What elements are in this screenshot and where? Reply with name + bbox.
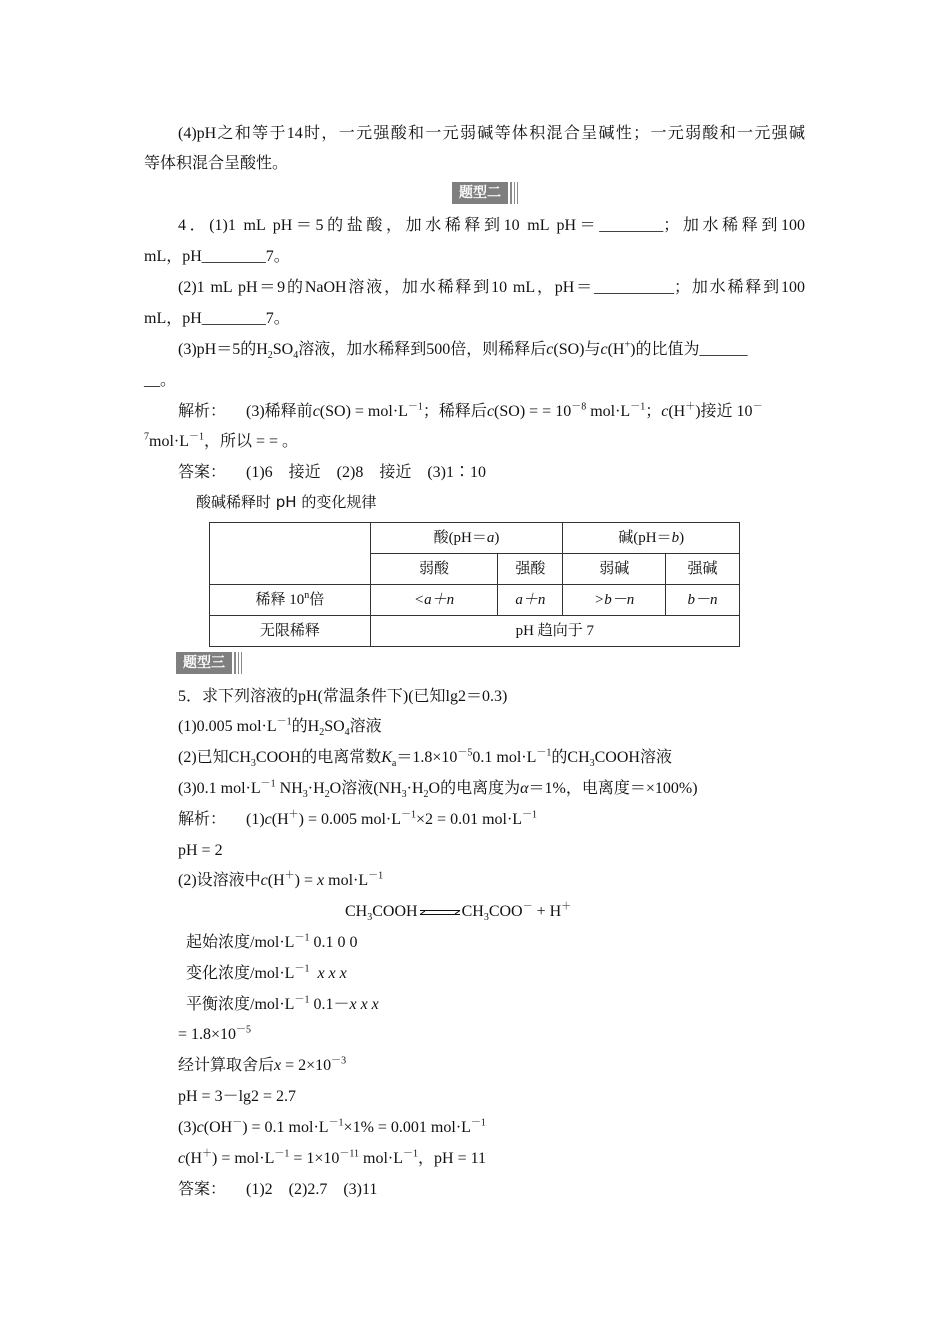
initial-concentration-row: 起始浓度$/mol\cdot L^{-1}$ 0.1 0 0 — [186, 932, 358, 951]
table-row-label: 稀释 10$^n$倍 — [210, 585, 371, 616]
q4-line-5: (3)pH＝5的$H_2SO_4$溶液，加水稀释到500倍，则稀释后c(SO)与c(H+)的比值为______ — [178, 339, 748, 362]
q5-line-1: 5．求下列溶液的pH(常温条件下)(已知lg2＝0.3) — [178, 688, 508, 705]
q5-line-4: (3)0.1 $mol\cdot L^{-1}$ $NH_3\cdot H_2O$溶液($NH_3\cdot H_2O$的电离度为α＝1%，电离度＝×100%) — [178, 778, 698, 801]
table-cell: >b－n — [563, 585, 666, 616]
table-header-base: 碱(pH＝b) — [563, 523, 740, 554]
hydroxide-line: (3)c(OH－) = 0.1 $mol\cdot L^{-1}\times 1\% = 0.001$ $mol\cdot L^{-1}$ — [178, 1117, 486, 1136]
table-cell: <a＋n — [370, 585, 498, 616]
section-badge-3 — [176, 652, 242, 674]
answer-label: 答案： — [178, 1181, 227, 1198]
q4-analysis-line-2: $^7mol\cdot L^{-1}$，所以 = = 。 — [144, 431, 299, 450]
answer-label: 答案： — [178, 464, 227, 481]
ionization-equation: $CH_3COOH$ $CH_3COO^- + H^+$ — [345, 901, 572, 924]
table-row — [210, 585, 740, 616]
analysis-label: 解析： — [178, 811, 227, 828]
reversible-arrow-icon — [420, 908, 460, 916]
change-concentration-row: 变化浓度$/mol\cdot L^{-1}$ x x x — [186, 963, 347, 982]
ka-line: = $1.8\times 10^{-5}$ — [178, 1024, 252, 1043]
table-cell-empty — [210, 523, 371, 585]
table-header-weak-base: 弱碱 — [563, 554, 666, 585]
q5-analysis-line-2: pH = 2 — [178, 842, 223, 859]
section-badge-label: 题型二 — [452, 182, 508, 204]
table-cell: b－n — [666, 585, 740, 616]
badge-stripe — [238, 652, 239, 674]
hydrogen-line: $c(H^+) = mol\cdot L^{-1} = 1\times 10^{-11}$ $mol\cdot L^{-1}$，pH = 11 — [178, 1148, 487, 1167]
table-header-acid: 酸(pH＝a) — [370, 523, 563, 554]
rules-heading: 酸碱稀释时 pH 的变化规律 — [196, 493, 377, 511]
paragraph-4-line-1: (4)pH之和等于14时，一元强酸和一元弱碱等体积混合呈碱性；一元弱酸和一元强碱 — [178, 125, 805, 142]
badge-stripe — [241, 652, 242, 674]
q4-line-4: mL，pH________7。 — [144, 310, 290, 327]
table-header-strong-base: 强碱 — [666, 554, 740, 585]
q5-line-2: (1)0.005 $mol\cdot L^{-1}$的$H_2SO_4$溶液 — [178, 716, 382, 739]
badge-stripe — [510, 182, 512, 204]
q5-analysis-line-3: (2)设溶液中c(H＋) = x $mol\cdot L^{-1}$ — [178, 870, 384, 889]
q4-line-6: __。 — [144, 372, 177, 389]
equilibrium-concentration-row: 平衡浓度$/mol\cdot L^{-1}$ 0.1－x x x — [186, 994, 379, 1013]
table-cell: a＋n — [498, 585, 563, 616]
paragraph-4-line-2: 等体积混合呈酸性。 — [144, 155, 289, 172]
q4-answer: 答案： (1)6 接近 (2)8 接近 (3)1∶10 — [178, 464, 486, 481]
q4-line-2: mL，pH________7。 — [144, 248, 290, 265]
section-badge-label: 题型三 — [176, 652, 232, 674]
section-badge-2 — [452, 182, 518, 204]
table-row-label: 无限稀释 — [210, 616, 371, 647]
q5-analysis-line-1: 解析： (1)c(H＋) = 0.005 $mol\cdot L^{-1}\times 2 = 0.01$ $mol\cdot L^{-1}$ — [178, 809, 538, 828]
table-header-weak-acid: 弱酸 — [370, 554, 498, 585]
table-cell: pH 趋向于 7 — [370, 616, 739, 647]
badge-stripe — [517, 182, 518, 204]
q4-line-1: 4．(1)1 mL pH＝5的盐酸，加水稀释到10 mL pH＝________；加水稀释到100 — [178, 217, 805, 234]
table-header-strong-acid: 强酸 — [498, 554, 563, 585]
q5-answer: 答案： (1)2 (2)2.7 (3)11 — [178, 1181, 378, 1198]
ph-result-line: pH = 3－lg2 = 2.7 — [178, 1088, 297, 1105]
dilution-rules-table — [209, 522, 740, 647]
badge-stripe — [234, 652, 236, 674]
q4-analysis-line-1: 解析： (3)稀释前$c(SO) = mol\cdot L^{-1}$；稀释后c(SO) = = $10^{-8}$ $mol\cdot L^{-1}$；c(H＋)接近 10－ — [178, 401, 763, 420]
table-row — [210, 616, 740, 647]
q5-line-3: (2)已知$CH_3COOH$的电离常数$K_a=1.8\times 10^{-5}0.1$ $mol\cdot L^{-1}$的$CH_3COOH$溶液 — [178, 747, 672, 770]
calculation-line: 经计算取舍后$x = 2\times 10^{-3}$ — [178, 1055, 347, 1074]
table-row — [210, 523, 740, 554]
q4-line-3: (2)1 mL pH＝9的NaOH溶液，加水稀释到10 mL，pH＝__________；加水稀释到100 — [178, 279, 805, 296]
badge-stripe — [514, 182, 515, 204]
analysis-label: 解析： — [178, 403, 227, 420]
